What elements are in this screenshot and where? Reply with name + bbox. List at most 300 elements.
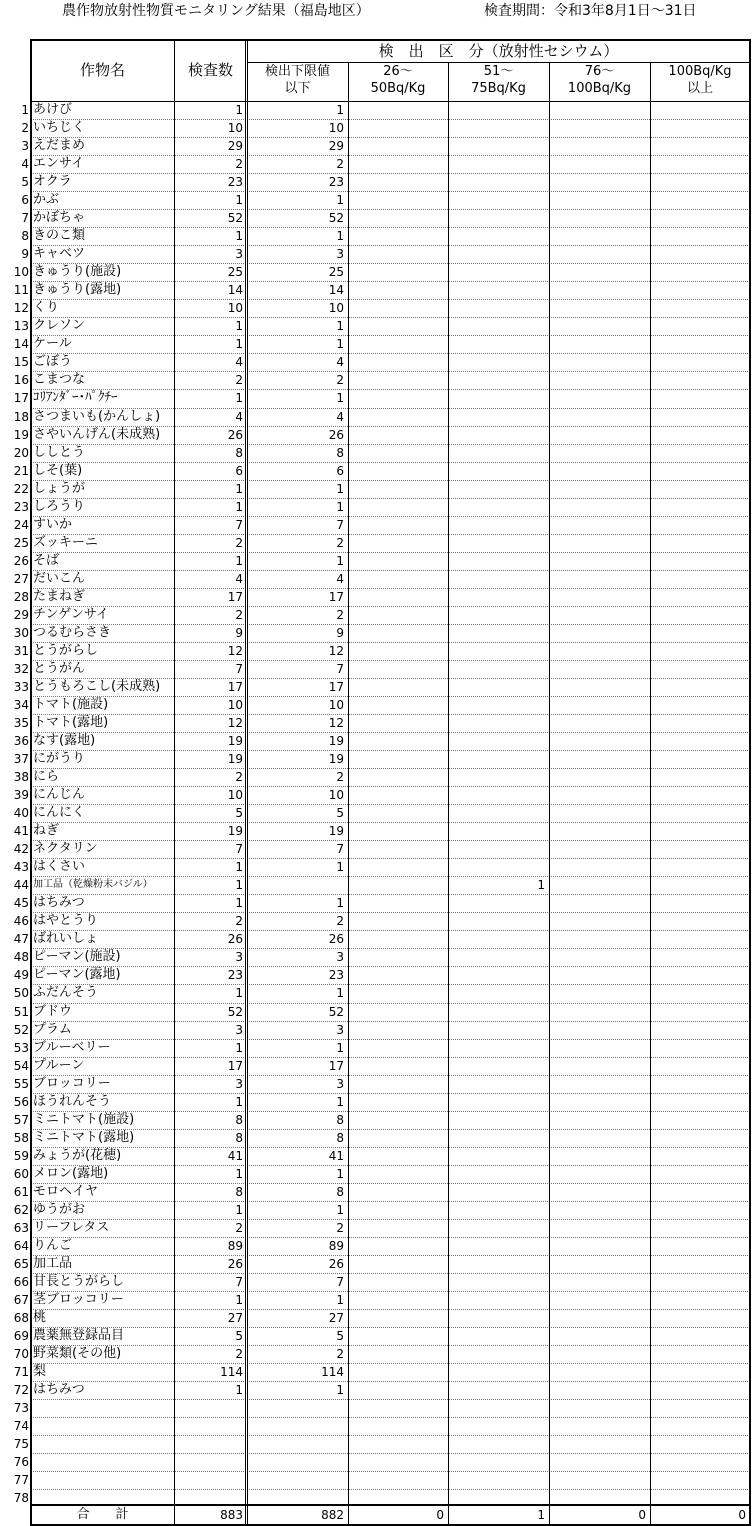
row-number: 29 bbox=[13, 607, 29, 622]
row-number: 43 bbox=[13, 860, 29, 875]
detection-count bbox=[348, 426, 444, 444]
crop-name: ふだんそう bbox=[33, 985, 99, 1001]
detection-count bbox=[348, 317, 444, 335]
test-count: 1 bbox=[235, 193, 243, 208]
crop-name: ブロッコリー bbox=[33, 1075, 111, 1091]
detection-count: 25 bbox=[328, 265, 344, 280]
row-number: 19 bbox=[13, 427, 29, 442]
row-number: 34 bbox=[13, 697, 29, 712]
detection-count bbox=[549, 1201, 646, 1219]
row-number: 55 bbox=[13, 1076, 29, 1091]
test-count: 52 bbox=[227, 1004, 243, 1019]
detection-count bbox=[247, 1417, 344, 1435]
row-number: 38 bbox=[13, 770, 29, 785]
detection-count: 1 bbox=[336, 499, 344, 514]
detection-count bbox=[348, 696, 444, 714]
row-number: 7 bbox=[21, 211, 29, 226]
header-detection-group: 検 出 区 分（放射性セシウム） bbox=[378, 42, 619, 60]
detection-count bbox=[549, 1039, 646, 1057]
detection-count bbox=[549, 191, 646, 209]
row-divider bbox=[31, 894, 750, 895]
test-count bbox=[174, 1471, 243, 1489]
crop-name: 茎ブロッコリー bbox=[33, 1291, 124, 1307]
detection-count bbox=[448, 1201, 545, 1219]
crop-name: 甘長とうがらし bbox=[33, 1273, 125, 1289]
detection-count bbox=[448, 678, 545, 696]
row-number: 24 bbox=[13, 517, 29, 532]
test-count: 23 bbox=[227, 175, 243, 190]
detection-count: 26 bbox=[328, 1256, 344, 1271]
row-number: 22 bbox=[13, 481, 29, 496]
row-number: 3 bbox=[21, 139, 29, 154]
total-detection-count: 1 bbox=[537, 1508, 545, 1522]
test-count: 1 bbox=[235, 986, 243, 1001]
row-number: 10 bbox=[13, 265, 29, 280]
crop-name: しそ(葉) bbox=[33, 462, 83, 478]
test-count: 1 bbox=[235, 103, 243, 117]
detection-count: 52 bbox=[328, 211, 344, 226]
header-test-count: 検査数 bbox=[187, 61, 233, 79]
detection-count bbox=[650, 768, 746, 786]
row-number: 37 bbox=[13, 752, 29, 767]
detection-count bbox=[348, 227, 444, 245]
detection-count bbox=[348, 1075, 444, 1093]
detection-count bbox=[348, 768, 444, 786]
header-range-0: 検出下限値 以下 bbox=[264, 64, 330, 96]
detection-count bbox=[448, 119, 545, 137]
detection-count bbox=[348, 948, 444, 966]
detection-count bbox=[348, 984, 444, 1002]
row-number: 63 bbox=[13, 1220, 29, 1235]
row-divider bbox=[31, 299, 750, 300]
row-divider bbox=[31, 1201, 750, 1202]
detection-count bbox=[448, 227, 545, 245]
test-count: 26 bbox=[227, 427, 243, 442]
row-number: 14 bbox=[13, 337, 29, 352]
detection-count bbox=[348, 245, 444, 263]
detection-count bbox=[549, 1075, 646, 1093]
row-divider bbox=[31, 1363, 750, 1364]
detection-count bbox=[448, 966, 545, 984]
row-number: 13 bbox=[13, 319, 29, 334]
detection-count: 17 bbox=[328, 1058, 344, 1073]
row-number: 73 bbox=[13, 1401, 29, 1416]
row-divider bbox=[31, 732, 750, 733]
detection-count bbox=[549, 1057, 646, 1075]
crop-name: 農薬無登録品目 bbox=[33, 1328, 125, 1344]
crop-name: リーフレタス bbox=[33, 1219, 110, 1235]
detection-count bbox=[650, 678, 746, 696]
detection-count bbox=[549, 732, 646, 750]
crop-name: なす(露地) bbox=[33, 733, 96, 749]
detection-count bbox=[448, 714, 545, 732]
col-divider-range bbox=[448, 62, 449, 1524]
detection-count bbox=[650, 101, 746, 119]
detection-count bbox=[348, 281, 444, 299]
row-divider bbox=[31, 858, 750, 859]
row-divider bbox=[31, 1381, 750, 1382]
detection-count bbox=[549, 299, 646, 317]
row-divider bbox=[31, 534, 750, 535]
detection-count: 1 bbox=[336, 553, 344, 568]
detection-count bbox=[348, 894, 444, 912]
detection-count bbox=[549, 1363, 646, 1381]
crop-name: とうがん bbox=[33, 660, 86, 676]
detection-count bbox=[549, 1435, 646, 1453]
detection-count bbox=[348, 912, 444, 930]
crop-name: しょうが bbox=[33, 480, 86, 496]
row-divider bbox=[31, 678, 750, 679]
row-number: 50 bbox=[13, 986, 29, 1001]
detection-count: 12 bbox=[328, 716, 344, 731]
detection-count bbox=[549, 696, 646, 714]
detection-count bbox=[549, 1183, 646, 1201]
detection-count bbox=[348, 1291, 444, 1309]
detection-count bbox=[650, 1201, 746, 1219]
crop-name: ｺﾘｱﾝﾀﾞｰ･ﾊﾟｸﾁｰ bbox=[33, 390, 118, 406]
row-divider bbox=[31, 119, 750, 120]
test-count: 7 bbox=[235, 517, 243, 532]
col-divider-count bbox=[247, 40, 248, 1524]
test-count: 23 bbox=[227, 968, 243, 983]
detection-count bbox=[348, 822, 444, 840]
detection-count bbox=[448, 426, 545, 444]
detection-count bbox=[348, 750, 444, 768]
detection-count bbox=[650, 1453, 746, 1471]
detection-count bbox=[650, 930, 746, 948]
crop-name: エンサイ bbox=[33, 156, 85, 172]
detection-count bbox=[247, 1471, 344, 1489]
test-count: 1 bbox=[235, 1040, 243, 1055]
detection-count bbox=[549, 930, 646, 948]
row-divider bbox=[31, 1309, 750, 1310]
detection-count bbox=[549, 1453, 646, 1471]
detection-count: 10 bbox=[328, 697, 344, 712]
detection-count bbox=[650, 1147, 746, 1165]
row-divider bbox=[31, 1327, 750, 1328]
detection-count bbox=[348, 678, 444, 696]
row-number: 77 bbox=[13, 1473, 29, 1488]
row-divider bbox=[31, 173, 750, 174]
detection-count bbox=[549, 1327, 646, 1345]
crop-name: にら bbox=[33, 769, 60, 785]
row-number: 56 bbox=[13, 1094, 29, 1109]
detection-count bbox=[348, 1111, 444, 1129]
detection-count bbox=[448, 245, 545, 263]
detection-count bbox=[650, 389, 746, 407]
detection-count bbox=[650, 1237, 746, 1255]
test-count bbox=[174, 1417, 243, 1435]
detection-count bbox=[549, 534, 646, 552]
detection-count bbox=[448, 1399, 545, 1417]
detection-count: 12 bbox=[328, 643, 344, 658]
detection-count bbox=[549, 768, 646, 786]
detection-count bbox=[549, 263, 646, 281]
detection-count bbox=[448, 1291, 545, 1309]
detection-count bbox=[348, 1435, 444, 1453]
row-divider bbox=[31, 1435, 750, 1436]
row-number: 35 bbox=[13, 716, 29, 731]
detection-count bbox=[448, 444, 545, 462]
crop-name: だいこん bbox=[33, 570, 86, 586]
crop-name: いちじく bbox=[33, 120, 86, 136]
test-count: 1 bbox=[235, 860, 243, 875]
row-divider bbox=[31, 552, 750, 553]
detection-count: 1 bbox=[336, 337, 344, 352]
detection-count bbox=[448, 822, 545, 840]
detection-count: 17 bbox=[328, 589, 344, 604]
row-number: 26 bbox=[13, 553, 29, 568]
detection-count: 4 bbox=[336, 409, 344, 424]
detection-count bbox=[650, 552, 746, 570]
row-divider bbox=[31, 642, 750, 643]
detection-count bbox=[549, 245, 646, 263]
crop-name: メロン(露地) bbox=[33, 1165, 109, 1181]
crop-name bbox=[33, 1417, 173, 1435]
test-count: 8 bbox=[235, 1112, 243, 1127]
row-divider bbox=[31, 948, 750, 949]
detection-count bbox=[549, 1309, 646, 1327]
detection-count bbox=[448, 1129, 545, 1147]
total-detection-count: 0 bbox=[638, 1508, 646, 1522]
crop-name: さやいんげん(未成熟) bbox=[33, 426, 161, 442]
detection-count bbox=[448, 1327, 545, 1345]
row-number: 60 bbox=[13, 1166, 29, 1181]
detection-count bbox=[448, 984, 545, 1002]
detection-count bbox=[448, 1093, 545, 1111]
row-divider bbox=[31, 714, 750, 715]
detection-count bbox=[650, 462, 746, 480]
test-count: 10 bbox=[227, 788, 243, 803]
row-divider bbox=[31, 1165, 750, 1166]
detection-count: 4 bbox=[336, 571, 344, 586]
detection-count bbox=[448, 353, 545, 371]
detection-count bbox=[650, 1165, 746, 1183]
header-range-1: 26～ 50Bq/Kg bbox=[370, 64, 426, 96]
detection-count bbox=[348, 1327, 444, 1345]
detection-count bbox=[549, 1111, 646, 1129]
detection-count: 1 bbox=[336, 103, 344, 117]
row-divider bbox=[31, 570, 750, 571]
crop-name: ししとう bbox=[33, 444, 86, 460]
detection-count bbox=[549, 858, 646, 876]
detection-count: 8 bbox=[336, 1184, 344, 1199]
test-count: 26 bbox=[227, 1256, 243, 1271]
row-number: 5 bbox=[21, 175, 29, 190]
detection-count bbox=[549, 678, 646, 696]
total-test-count: 883 bbox=[220, 1508, 243, 1522]
detection-count: 17 bbox=[328, 679, 344, 694]
crop-name: にがうり bbox=[33, 751, 86, 767]
detection-count: 10 bbox=[328, 301, 344, 316]
detection-count bbox=[348, 1471, 444, 1489]
test-count: 19 bbox=[227, 824, 243, 839]
row-number: 53 bbox=[13, 1040, 29, 1055]
detection-count bbox=[448, 281, 545, 299]
detection-count bbox=[650, 804, 746, 822]
detection-count bbox=[650, 1075, 746, 1093]
col-divider-range bbox=[348, 62, 349, 1524]
detection-count bbox=[650, 786, 746, 804]
detection-count bbox=[448, 101, 545, 119]
detection-count bbox=[448, 750, 545, 768]
detection-count bbox=[549, 570, 646, 588]
detection-count bbox=[549, 750, 646, 768]
test-count: 2 bbox=[235, 373, 243, 388]
row-divider bbox=[31, 1003, 750, 1004]
row-number: 74 bbox=[13, 1419, 29, 1434]
detection-count bbox=[448, 209, 545, 227]
row-number: 68 bbox=[13, 1311, 29, 1325]
detection-count bbox=[448, 137, 545, 155]
test-count: 1 bbox=[235, 896, 243, 911]
detection-count bbox=[348, 966, 444, 984]
detection-count bbox=[549, 119, 646, 137]
row-number: 25 bbox=[13, 535, 29, 550]
row-number: 75 bbox=[13, 1437, 29, 1452]
crop-name: とうがらし bbox=[33, 642, 99, 658]
detection-count bbox=[448, 768, 545, 786]
detection-count: 2 bbox=[336, 914, 344, 929]
detection-count bbox=[549, 624, 646, 642]
detection-count bbox=[650, 1417, 746, 1435]
detection-count bbox=[448, 570, 545, 588]
detection-count bbox=[650, 1255, 746, 1273]
crop-name: あけび bbox=[33, 102, 73, 117]
row-divider bbox=[31, 624, 750, 625]
header-range-3: 76～ 100Bq/Kg bbox=[567, 64, 632, 96]
detection-count bbox=[549, 480, 646, 498]
detection-count: 1 bbox=[336, 391, 344, 406]
detection-count bbox=[549, 1219, 646, 1237]
detection-count bbox=[348, 1201, 444, 1219]
test-count: 2 bbox=[235, 157, 243, 172]
crop-name: ケール bbox=[33, 336, 72, 352]
detection-count bbox=[650, 840, 746, 858]
row-divider bbox=[31, 317, 750, 318]
detection-count: 2 bbox=[336, 157, 344, 172]
detection-count bbox=[549, 948, 646, 966]
detection-count bbox=[448, 1417, 545, 1435]
row-number: 62 bbox=[13, 1202, 29, 1217]
detection-count bbox=[448, 1237, 545, 1255]
total-detection-count: 0 bbox=[436, 1508, 444, 1522]
row-number: 66 bbox=[13, 1274, 29, 1289]
detection-count bbox=[549, 552, 646, 570]
detection-count: 1 bbox=[336, 1166, 344, 1181]
row-divider bbox=[31, 498, 750, 499]
detection-count bbox=[549, 1273, 646, 1291]
test-count: 7 bbox=[235, 842, 243, 857]
detection-count bbox=[448, 1453, 545, 1471]
detection-count bbox=[448, 1075, 545, 1093]
row-divider bbox=[31, 444, 750, 445]
detection-count: 1 bbox=[336, 1202, 344, 1217]
detection-count bbox=[549, 173, 646, 191]
detection-count bbox=[348, 137, 444, 155]
row-divider bbox=[31, 876, 750, 877]
row-divider bbox=[31, 912, 750, 913]
detection-count bbox=[650, 155, 746, 173]
detection-count bbox=[348, 1039, 444, 1057]
crop-name: ミニトマト(露地) bbox=[33, 1129, 135, 1145]
row-number: 51 bbox=[13, 1004, 29, 1019]
row-divider bbox=[31, 768, 750, 769]
detection-count bbox=[549, 1003, 646, 1021]
detection-count bbox=[348, 263, 444, 281]
detection-count: 3 bbox=[336, 950, 344, 965]
row-divider bbox=[31, 1057, 750, 1058]
detection-count bbox=[448, 335, 545, 353]
row-number: 70 bbox=[13, 1347, 29, 1362]
test-count: 3 bbox=[235, 1022, 243, 1037]
detection-count bbox=[650, 588, 746, 606]
test-count: 2 bbox=[235, 1220, 243, 1235]
detection-count: 3 bbox=[336, 1022, 344, 1037]
total-detection-count: 0 bbox=[738, 1508, 746, 1522]
detection-count bbox=[650, 209, 746, 227]
test-count: 12 bbox=[227, 716, 243, 731]
row-number: 64 bbox=[13, 1238, 29, 1253]
detection-count bbox=[650, 1129, 746, 1147]
detection-count: 6 bbox=[336, 463, 344, 478]
row-divider bbox=[31, 1075, 750, 1076]
row-number: 33 bbox=[13, 679, 29, 694]
detection-count bbox=[448, 552, 545, 570]
test-count: 14 bbox=[227, 283, 243, 298]
detection-count bbox=[549, 1237, 646, 1255]
test-count: 17 bbox=[227, 589, 243, 604]
detection-count bbox=[549, 1147, 646, 1165]
detection-count: 2 bbox=[336, 770, 344, 785]
detection-count bbox=[348, 299, 444, 317]
detection-count: 7 bbox=[336, 517, 344, 532]
detection-count bbox=[549, 1291, 646, 1309]
row-number: 30 bbox=[13, 625, 29, 640]
detection-count bbox=[549, 966, 646, 984]
detection-count bbox=[448, 317, 545, 335]
detection-count bbox=[650, 696, 746, 714]
detection-count bbox=[549, 1381, 646, 1399]
detection-count bbox=[650, 876, 746, 894]
detection-count bbox=[650, 1111, 746, 1129]
detection-count bbox=[549, 335, 646, 353]
detection-count bbox=[348, 119, 444, 137]
detection-count bbox=[549, 912, 646, 930]
crop-name: ピーマン(露地) bbox=[33, 967, 121, 983]
detection-count: 2 bbox=[336, 1347, 344, 1362]
detection-count bbox=[549, 371, 646, 389]
test-count: 114 bbox=[220, 1365, 243, 1380]
detection-count bbox=[348, 642, 444, 660]
detection-count bbox=[650, 335, 746, 353]
test-count: 6 bbox=[235, 463, 243, 478]
detection-count bbox=[650, 1273, 746, 1291]
test-count: 4 bbox=[235, 571, 243, 586]
test-count: 10 bbox=[227, 697, 243, 712]
crop-name bbox=[33, 1399, 173, 1417]
test-count: 1 bbox=[235, 499, 243, 514]
row-divider bbox=[31, 588, 750, 589]
detection-count bbox=[348, 732, 444, 750]
test-count: 19 bbox=[227, 752, 243, 767]
crop-name: はちみつ bbox=[33, 895, 85, 911]
detection-count: 1 bbox=[336, 896, 344, 911]
row-divider bbox=[31, 155, 750, 156]
detection-count bbox=[549, 389, 646, 407]
row-divider bbox=[31, 1399, 750, 1400]
test-count: 8 bbox=[235, 1184, 243, 1199]
